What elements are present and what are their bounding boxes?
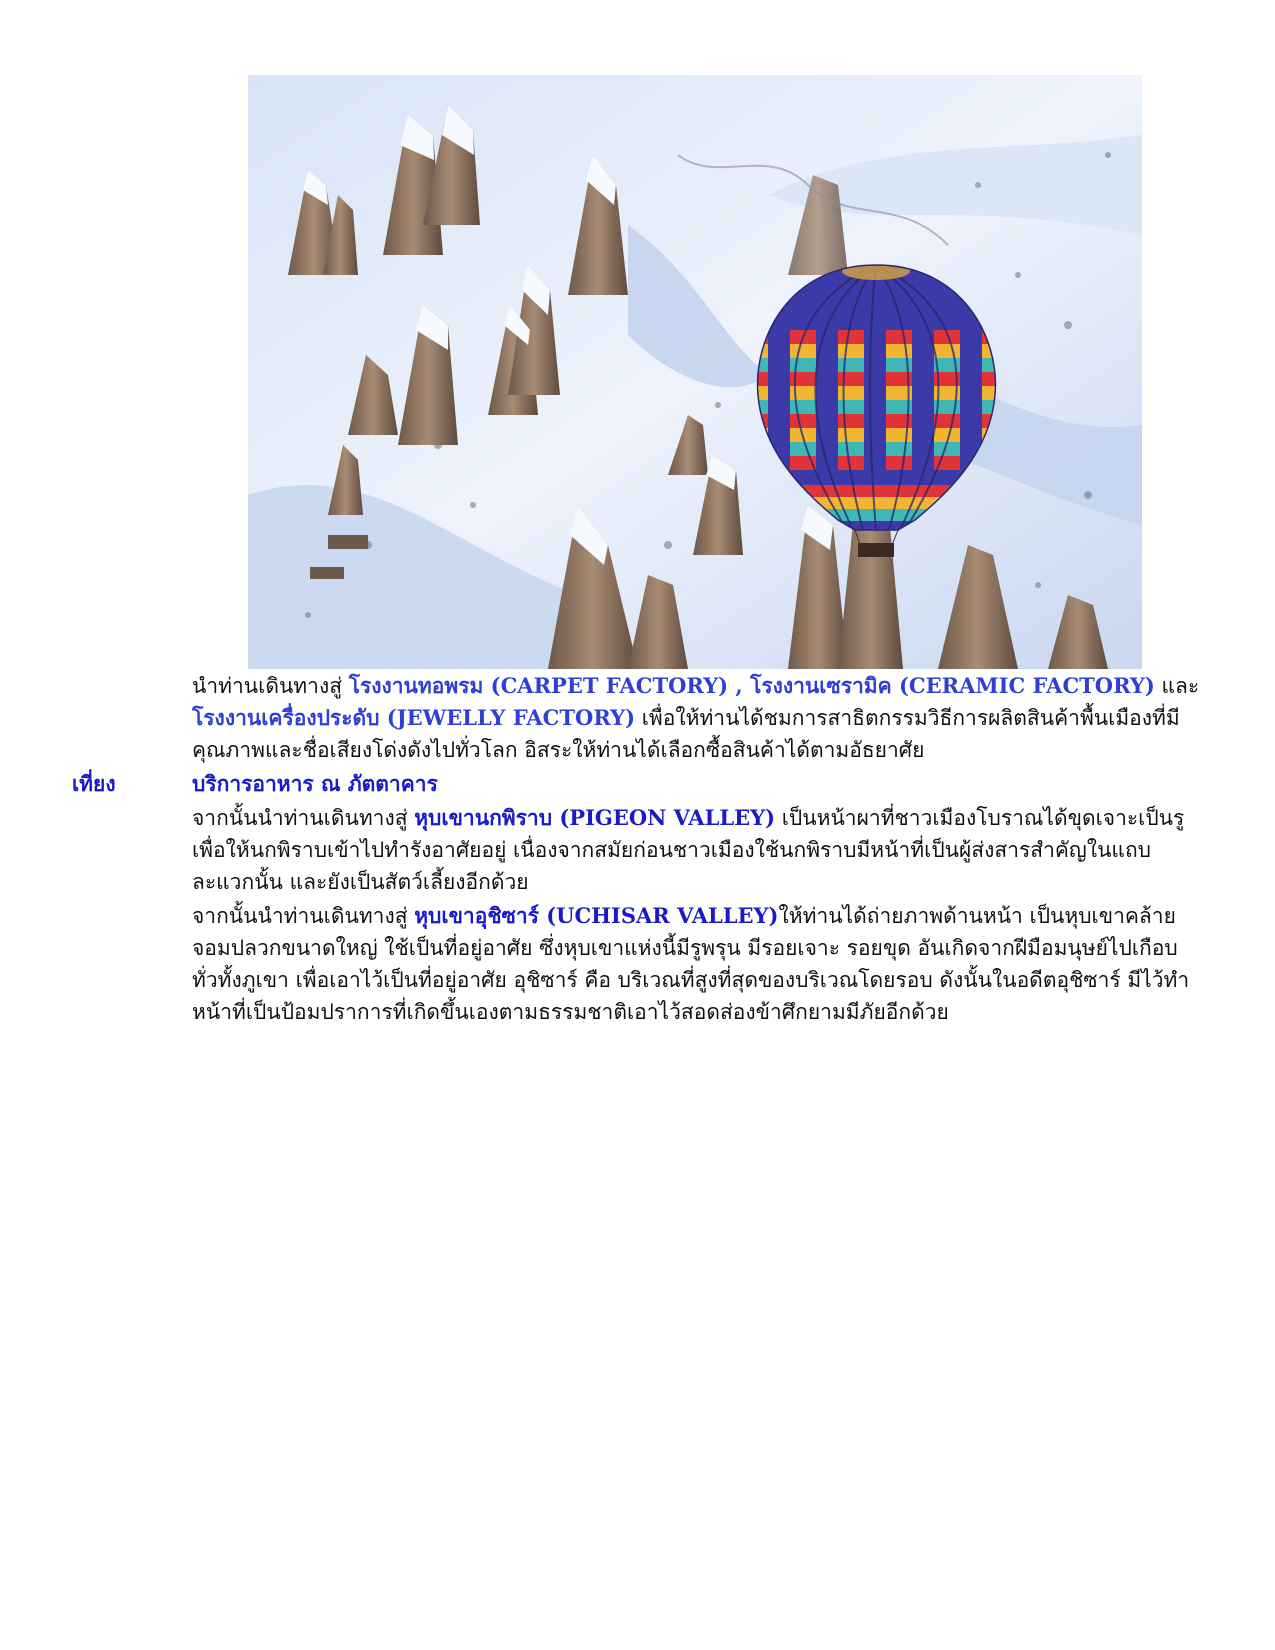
uchisar-valley-name: หุบเขาอุชิซาร์ (UCHISAR VALLEY) xyxy=(414,903,779,928)
itinerary-text xyxy=(72,670,1202,1030)
time-spacer xyxy=(72,802,192,1030)
pigeon-valley-name: หุบเขานกพิราบ (PIGEON VALLEY) xyxy=(414,805,776,830)
lunch-row xyxy=(72,768,1202,802)
pigeon-valley-paragraph xyxy=(192,802,1202,898)
carpet-factory-link: โรงงานทอพรม (CARPET FACTORY) xyxy=(348,673,729,698)
pigeon-description: เป็นหน้าผาที่ชาวเมืองโบราณได้ขุดเจาะเป็นรูเพื่อให้นกพิราบเข้าไปทำรังอาศัยอยู่ เนื่องจากสมัยก่อนชาวเมืองใช้นกพิราบมีหน้าที่เป็นผู้ส่งสารสำคัญในแถบละแวกนั้น และยังเป็นสัตว์เลี้ยงอีกด้วย xyxy=(192,806,1185,894)
jewelry-factory-link: โรงงานเครื่องประดับ (JEWELLY FACTORY) xyxy=(192,705,636,730)
time-spacer xyxy=(72,670,192,768)
uchisar-valley-paragraph xyxy=(192,900,1202,1028)
and-word: และ xyxy=(1154,674,1200,698)
balloon-snow-landscape-image xyxy=(248,75,1142,669)
factory-description: เพื่อให้ท่านได้ชมการสาธิตกรรมวิธีการผลิตสินค้าพื้นเมืองที่มีคุณภาพและชื่อเสียงโด่งดังไปทั่วโลก อิสระให้ท่านได้เลือกซื้อสินค้าได้ตามอัธยาศัย xyxy=(192,706,1180,762)
lunch-time-label: เที่ยง xyxy=(72,771,116,796)
factory-paragraph xyxy=(192,670,1202,766)
pigeon-lead: จากนั้นนำท่านเดินทางสู่ xyxy=(192,806,415,830)
uchisar-lead: จากนั้นนำท่านเดินทางสู่ xyxy=(192,904,415,928)
ceramic-factory-link: โรงงานเซรามิค (CERAMIC FACTORY) xyxy=(750,673,1155,698)
factory-visit-row xyxy=(72,670,1202,768)
cappadocia-photo xyxy=(248,75,1142,669)
pigeon-valley-row xyxy=(72,802,1202,1030)
lunch-text: บริการอาหาร ณ ภัตตาคาร xyxy=(192,771,438,796)
separator: , xyxy=(728,673,751,698)
intro-lead: นำท่านเดินทางสู่ xyxy=(192,674,349,698)
uchisar-description: ให้ท่านได้ถ่ายภาพด้านหน้า เป็นหุบเขาคล้ายจอมปลวกขนาดใหญ่ ใช้เป็นที่อยู่อาศัย ซึ่งหุบเขาแห่งนี้มีรูพรุน มีรอยเจาะ รอยขุด อันเกิดจากฝีมือมนุษย์ไปเกือบทั่วทั้งภูเขา เพื่อเอาไว้เป็นที่อยู่อาศัย อุชิซาร์ คือ บริเวณที่สูงที่สุดของบริเวณโดยรอบ ดังนั้นในอดีตอุชิซาร์ มีไว้ทำหน้าที่เป็นป้อมปราการที่เกิดขึ้นเองตามธรรมชาติเอาไว้สอดส่องข้าศึกยามมีภัยอีกด้วย xyxy=(192,904,1190,1024)
